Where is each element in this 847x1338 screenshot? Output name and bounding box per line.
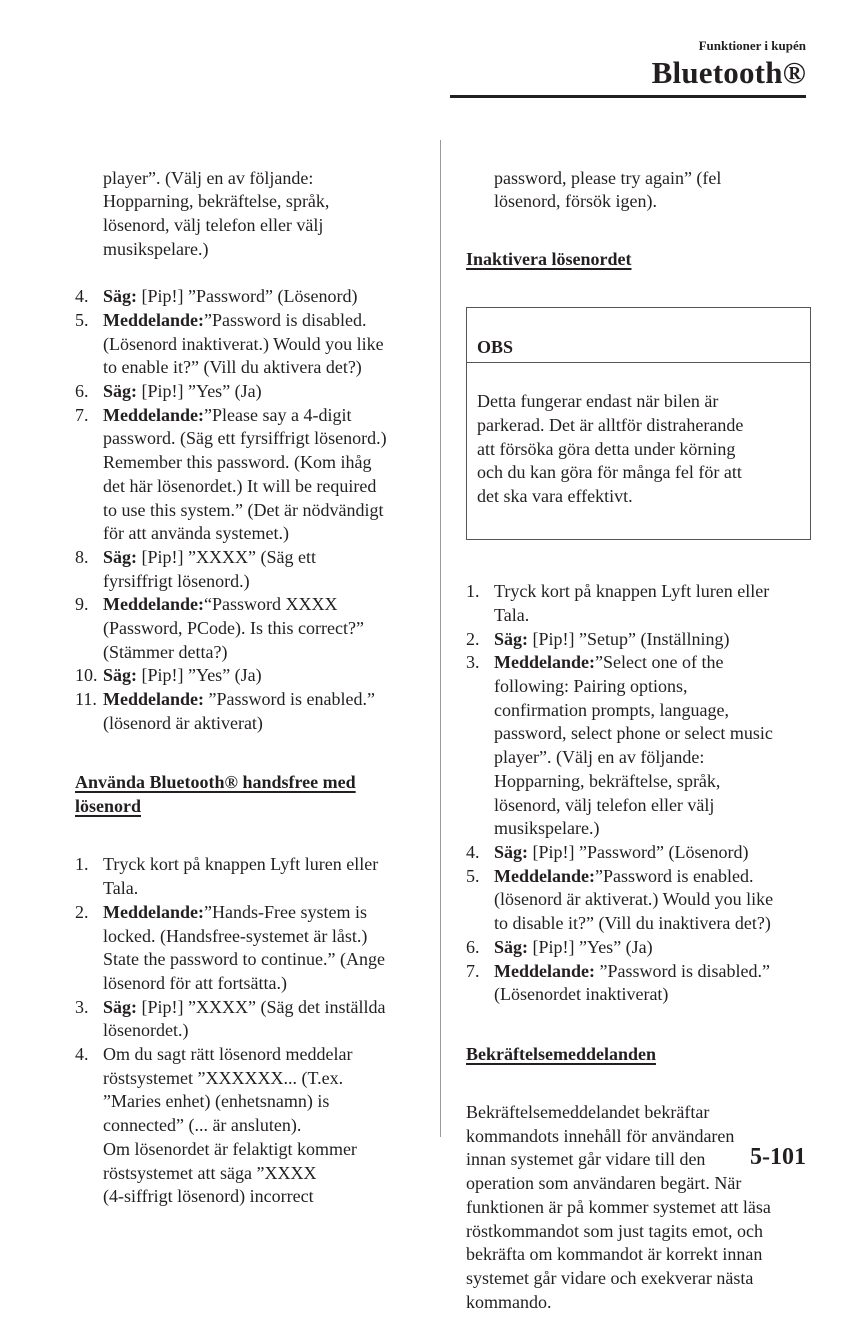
step-content: [Pip!] ”Yes” (Ja) (137, 665, 262, 686)
step-content: ”Password is enabled.” (lösenord är aktiverat) (103, 689, 375, 733)
step-text (494, 865, 811, 936)
step-text (494, 651, 811, 841)
step-number: 10. (75, 665, 98, 686)
list-item (75, 1043, 425, 1209)
note-box (466, 307, 811, 539)
step-text (103, 309, 425, 380)
step-text (494, 841, 811, 865)
step-text (103, 853, 425, 900)
list-item (75, 309, 425, 380)
step-number: 5. (466, 865, 480, 886)
list-item (75, 593, 425, 664)
step-number: 5. (75, 309, 89, 330)
step-label: Säg: (103, 286, 138, 307)
step-number: 6. (466, 936, 480, 957)
paragraph: Bekräftelsemeddelandet bekräftar kommandots innehåll för användaren innan systemet går vidare till den operation som användaren begärt. När funktionen är på kommer systemet att läsa röstkommandot som just tagits emot, och bekräfta om kommandot är korrekt innan systemet går vidare och exekverar nästa kommando. (466, 1102, 771, 1312)
step-number: 9. (75, 594, 89, 615)
step-content: [Pip!] ”Yes” (Ja) (137, 381, 262, 402)
list-item (466, 960, 811, 1007)
steps-list (75, 853, 425, 1209)
step-content: [Pip!] ”Password” (Lösenord) (137, 286, 358, 307)
step-label: Säg: (103, 665, 138, 686)
step-text (103, 380, 425, 404)
list-item (75, 996, 425, 1043)
step-label: Säg: (494, 628, 529, 649)
step-label: Meddelande: (494, 865, 595, 886)
page-title: Bluetooth® (651, 55, 806, 90)
step-label: Meddelande: (103, 901, 204, 922)
step-label: Meddelande: (103, 594, 204, 615)
header-rule (450, 95, 806, 98)
step-number: 3. (75, 996, 89, 1017)
list-item (466, 865, 811, 936)
step-text (103, 546, 425, 593)
section-heading: Bekräftelsemeddelanden (466, 1043, 656, 1064)
step-content: Om du sagt rätt lösenord meddelar röstsystemet ”XXXXXX... (T.ex. ”Maries enhet) (enhetsnamn) is connected” (... är ansluten). Om lösenordet är felaktigt kommer röstsystemet att säga ”XXXX (4-siffrigt lösenord) incorrect (103, 1044, 357, 1207)
step-content: ”Password is disabled. (Lösenord inaktiverat.) Would you like to enable it?” (Vill du aktivera det?) (103, 309, 384, 378)
list-item (466, 580, 811, 627)
step-content: [Pip!] ”Password” (Lösenord) (528, 841, 749, 862)
step-label: Säg: (103, 381, 138, 402)
step-number: 4. (466, 841, 480, 862)
step-number: 2. (75, 901, 89, 922)
step-text (103, 688, 425, 735)
list-item (466, 628, 811, 652)
list-item (75, 404, 425, 546)
note-body: Detta fungerar endast när bilen är parkerad. Det är alltför distraherande att försöka göra detta under körning och du kan göra för många fel för att det ska vara effektivt. (477, 391, 744, 507)
step-number: 4. (75, 1044, 89, 1065)
step-label: Säg: (494, 936, 529, 957)
step-text (494, 936, 811, 960)
list-item (75, 285, 425, 309)
step-content: ”Password is enabled. (lösenord är aktiverat.) Would you like to disable it?” (Vill du inaktivera det?) (494, 865, 774, 934)
step-text (103, 996, 425, 1043)
step-content: ”Password is disabled.” (Lösenordet inaktiverat) (494, 960, 770, 1005)
continuation-text: player”. (Välj en av följande: Hopparning, bekräftelse, språk, lösenord, välj telefon eller välj musikspelare.) (103, 167, 330, 259)
list-item (75, 853, 425, 900)
step-content: ”Hands-Free system is locked. (Handsfree-systemet är låst.) State the password to continue.” (Ange lösenord för att fortsätta.) (103, 901, 385, 993)
list-item (75, 380, 425, 404)
step-text (103, 404, 425, 546)
list-item (466, 841, 811, 865)
step-content: [Pip!] ”Yes” (Ja) (528, 936, 653, 957)
step-number: 3. (466, 652, 480, 673)
step-number: 1. (466, 581, 480, 602)
step-number: 11. (75, 689, 97, 710)
step-number: 6. (75, 381, 89, 402)
step-number: 7. (466, 960, 480, 981)
step-content: [Pip!] ”XXXX” (Säg det inställda lösenordet.) (103, 996, 386, 1041)
step-text (103, 1043, 425, 1209)
list-item (75, 688, 425, 735)
step-label: Säg: (103, 996, 138, 1017)
step-content: Tryck kort på knappen Lyft luren eller Tala. (494, 581, 770, 625)
step-number: 8. (75, 546, 89, 567)
left-column (75, 143, 425, 1233)
steps-list (75, 285, 425, 735)
step-content: ”Please say a 4-digit password. (Säg ett fyrsiffrigt lösenord.) Remember this password. (Kom ihåg det här lösenordet.) It will be required to use this system.” (Det är nödvändigt för att använda systemet.) (103, 404, 387, 544)
step-content: Tryck kort på knappen Lyft luren eller Tala. (103, 854, 379, 899)
step-label: Meddelande: (103, 689, 204, 710)
list-item (75, 546, 425, 593)
step-text (494, 960, 811, 1007)
step-label: Säg: (494, 841, 529, 862)
step-number: 4. (75, 286, 89, 307)
step-label: Säg: (103, 546, 138, 567)
step-content: [Pip!] ”XXXX” (Säg ett fyrsiffrigt lösenord.) (103, 546, 316, 591)
list-item (75, 664, 425, 688)
step-number: 1. (75, 854, 89, 875)
step-label: Meddelande: (103, 309, 204, 330)
step-text (103, 901, 425, 996)
page-number: 5-101 (750, 1144, 806, 1170)
section-heading: Inaktivera lösenordet (466, 248, 632, 269)
list-item (466, 936, 811, 960)
step-text (103, 285, 425, 309)
step-label: Meddelande: (103, 404, 204, 425)
step-number: 2. (466, 628, 480, 649)
step-number: 7. (75, 404, 89, 425)
step-content: ”Select one of the following: Pairing options, confirmation prompts, language, password, select phone or select music player”. (Välj en av följande: Hopparning, bekräftelse, språk, lösenord, välj telefon eller välj musikspelare.) (494, 652, 773, 839)
section-label: Funktioner i kupén (698, 38, 806, 53)
section-heading: Använda Bluetooth® handsfree med lösenord (75, 772, 356, 816)
note-title: OBS (467, 332, 810, 363)
step-text (103, 664, 425, 688)
step-text (494, 628, 811, 652)
step-text (103, 593, 425, 664)
list-item (466, 651, 811, 841)
step-text (494, 580, 811, 627)
steps-list (466, 580, 811, 1007)
list-item (75, 901, 425, 996)
step-content: “Password XXXX (Password, PCode). Is this correct?” (Stämmer detta?) (103, 594, 364, 662)
step-label: Meddelande: (494, 652, 595, 673)
column-divider (440, 140, 441, 1137)
continuation-text: password, please try again” (fel lösenord, försök igen). (494, 167, 722, 212)
step-content: [Pip!] ”Setup” (Inställning) (528, 628, 730, 649)
step-label: Meddelande: (494, 960, 595, 981)
